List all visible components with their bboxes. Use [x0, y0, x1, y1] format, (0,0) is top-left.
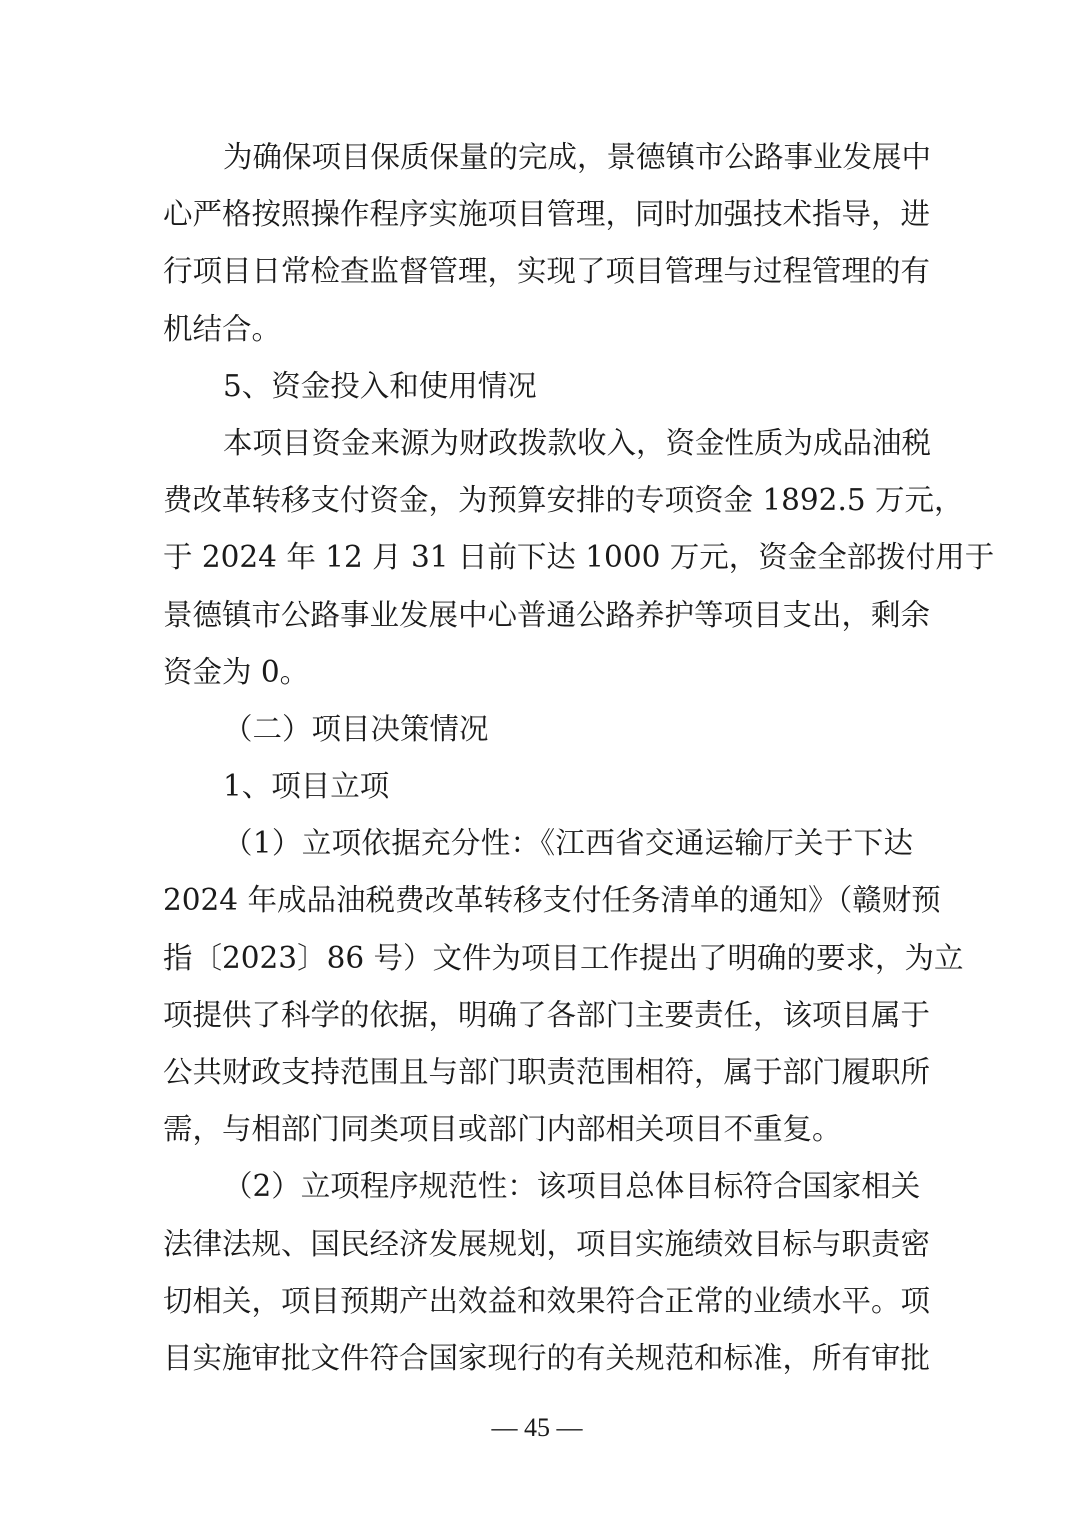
text-line: 指〔2023〕86 号）文件为项目工作提出了明确的要求，为立 — [163, 940, 964, 975]
section-heading: 1、项目立项 — [223, 769, 390, 804]
text-line: 机结合。 — [163, 311, 282, 346]
text-line: 切相关，项目预期产出效益和效果符合正常的业绩水平。项 — [163, 1283, 931, 1318]
text-line: 2024 年成品油税费改革转移支付任务清单的通知》（赣财预 — [163, 883, 941, 918]
text-line: 为确保项目保质保量的完成，景德镇市公路事业发展中 — [223, 140, 932, 174]
text-line: （2）立项程序规范性：该项目总体目标符合国家相关 — [223, 1169, 921, 1204]
text-line: 资金为 0。 — [163, 654, 310, 689]
text-line: 项提供了科学的依据，明确了各部门主要责任，该项目属于 — [163, 997, 931, 1032]
text-line: 行项目日常检查监督管理，实现了项目管理与过程管理的有 — [163, 254, 931, 289]
text-line: 景德镇市公路事业发展中心普通公路养护等项目支出，剩余 — [163, 597, 931, 632]
text-line: 本项目资金来源为财政拨款收入，资金性质为成品油税 — [223, 425, 932, 460]
text-line: 需，与相部门同类项目或部门内部相关项目不重复。 — [163, 1112, 842, 1147]
text-line: 心严格按照操作程序实施项目管理，同时加强技术指导，进 — [163, 197, 931, 232]
section-heading: （二）项目决策情况 — [223, 711, 489, 746]
text-line: 于 2024 年 12 月 31 日前下达 1000 万元，资金全部拨付用于 — [163, 540, 995, 575]
text-line: 法律法规、国民经济发展规划，项目实施绩效目标与职责密 — [163, 1226, 931, 1261]
text-line: 公共财政支持范围且与部门职责范围相符，属于部门履职所 — [163, 1055, 931, 1089]
section-heading: 5、资金投入和使用情况 — [223, 368, 537, 403]
body-text — [163, 129, 995, 1387]
text-line: （1）立项依据充分性：《江西省交通运输厅关于下达 — [223, 826, 913, 861]
page-number: — 45 — — [491, 1413, 583, 1442]
text-line: 费改革转移支付资金，为预算安排的专项资金 1892.5 万元， — [163, 483, 964, 518]
text-line: 目实施审批文件符合国家现行的有关规范和标准，所有审批 — [163, 1340, 931, 1375]
